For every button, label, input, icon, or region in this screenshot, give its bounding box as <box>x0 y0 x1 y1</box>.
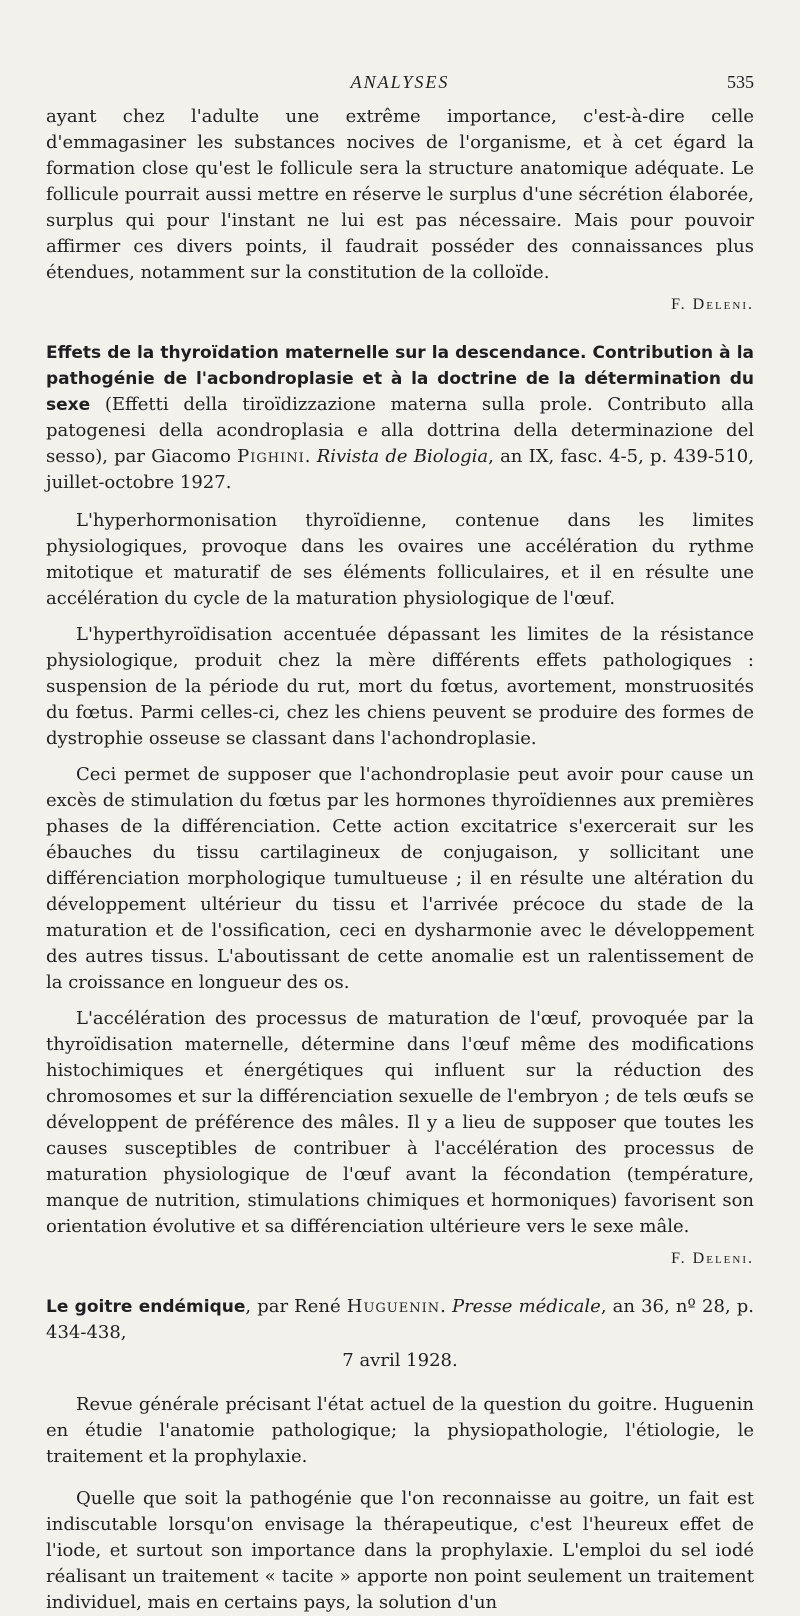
spacer <box>46 996 754 1006</box>
section-3-journal: Presse médicale <box>451 1296 601 1317</box>
section-3-paragraph-2: Quelle que soit la pathogénie que l'on reconnaisse au goitre, un fait est indiscutable lorsqu'on envisage la thérapeutique, c'est l'heureux effet de l'iode, et surtout son importance dans la prophylaxie. L'emploi du sel iodé réalisant un traitement « tacite » apporte non point seulement un traitement individuel, mais en certains pays, la solution d'un <box>46 1488 754 1613</box>
section-1-paragraph-1: ayant chez l'adulte une extrême importance, c'est-à-dire celle d'emmagasiner les substances nocives de l'organisme, et à cet égard la formation close qu'est le follicule sera la structure anatomique adéquate. Le follicule pourrait aussi mettre en réserve le surplus d'une sécrétion élaborée, surplus qui pour l'instant ne lui est pas nécessaire. Mais pour pouvoir affirmer ces divers points, il faudrait posséder des connaissances plus étendues, notamment sur la constitution de la colloïde. <box>46 106 754 283</box>
section-2-title: Effets de la thyroïdation maternelle sur la descendance. Contribution à la pathogénie de l'acbondroplasie et à la doctrine de la détermination du sexe <box>46 343 754 415</box>
section-2-paragraph-2: L'hyperthyroïdisation accentuée dépassant les limites de la résistance physiologique, produit chez la mère différents effets pathologiques : suspension de la période du rut, mort du fœtus, avortement, monstruosités du fœtus. Parmi celles-ci, chez les chiens peuvent se produire des formes de dystrophie osseuse se classant dans l'achondroplasie. <box>46 624 754 749</box>
section-3-title-rest-1: , par René <box>245 1296 347 1317</box>
section-2-paragraph-3: Ceci permet de supposer que l'achondroplasie peut avoir pour cause un excès de stimulation du fœtus par les hormones thyroïdiennes aux premières phases de la différenciation. Cette action excitatrice s'exercerait sur les ébauches du tissu cartilagineux de conjugaison, y sollicitant une différenciation morphologique tumultueuse ; il en résulte une altération du développement ultérieur du tissu et l'arrivée précoce du stade de la maturation et de l'ossification, ceci en dysharmonie avec le développement des autres tissus. L'aboutissant de cette anomalie est un ralentissement de la croissance en longueur des os. <box>46 764 754 993</box>
section-2-title-rest-3: , an IX, fasc. 4-5, p. 439-510, juillet-octobre 1927. <box>46 446 754 493</box>
section-3-title-rest-2: . <box>440 1296 452 1317</box>
section-2-title-rest-2: . <box>304 446 317 467</box>
section-3-paragraph-1: Revue générale précisant l'état actuel de la question du goitre. Huguenin en étudie l'anatomie pathologique; la physiopathologie, l'étiologie, le traitement et la prophylaxie. <box>46 1394 754 1467</box>
page-content <box>46 104 754 1616</box>
spacer <box>46 612 754 622</box>
section-3-title-rest-3: , an 36, nº 28, p. 434-438, <box>46 1296 754 1343</box>
spacer <box>46 1470 754 1486</box>
running-header <box>46 72 754 96</box>
section-2-author-name: Pighini <box>237 446 305 467</box>
section-3-date: 7 avril 1928. <box>342 1350 458 1371</box>
section-2-title-rest-1: (Effetti della tiroïdizzazione materna sulla prole. Contributo alla patogenesi della acondroplasia e alla dottrina della determinazione del sesso), par Giacomo <box>46 394 754 467</box>
section-2-paragraph-1: L'hyperhormonisation thyroïdienne, contenue dans les limites physiologiques, provoque dans les ovaires une accélération du rythme mitotique et maturatif de ses éléments folliculaires, et il en résulte une accélération du cycle de la maturation physiologique de l'œuf. <box>46 510 754 609</box>
section-2-paragraph-4: L'accélération des processus de maturation de l'œuf, provoquée par la thyroïdisation maternelle, détermine dans l'œuf même des modifications histochimiques et énergétiques qui influent sur la réduction des chromosomes et sur la différenciation sexuelle de l'embryon ; de tels œufs se développent de préférence des mâles. Il y a lieu de supposer que toutes les causes susceptibles de contribuer à l'accélération des processus de maturation physiologique de l'œuf avant la fécondation (température, manque de nutrition, stimulations chimiques et hormoniques) favorisent son orientation évolutive et sa différenciation ultérieure vers le sexe mâle. <box>46 1008 754 1237</box>
section-2-title-block <box>46 340 754 496</box>
section-2-journal: Rivista de Biologia <box>316 446 489 467</box>
spacer <box>46 752 754 762</box>
section-3-author-name: Huguenin <box>346 1296 441 1317</box>
section-3-title-block <box>46 1294 754 1346</box>
section-2-author: F. Deleni. <box>671 1250 754 1267</box>
header-title: ANALYSES <box>350 72 450 92</box>
section-3-title: Le goitre endémique <box>46 1297 246 1317</box>
page-number: 535 <box>727 72 754 92</box>
section-1-author: F. Deleni. <box>671 296 754 313</box>
